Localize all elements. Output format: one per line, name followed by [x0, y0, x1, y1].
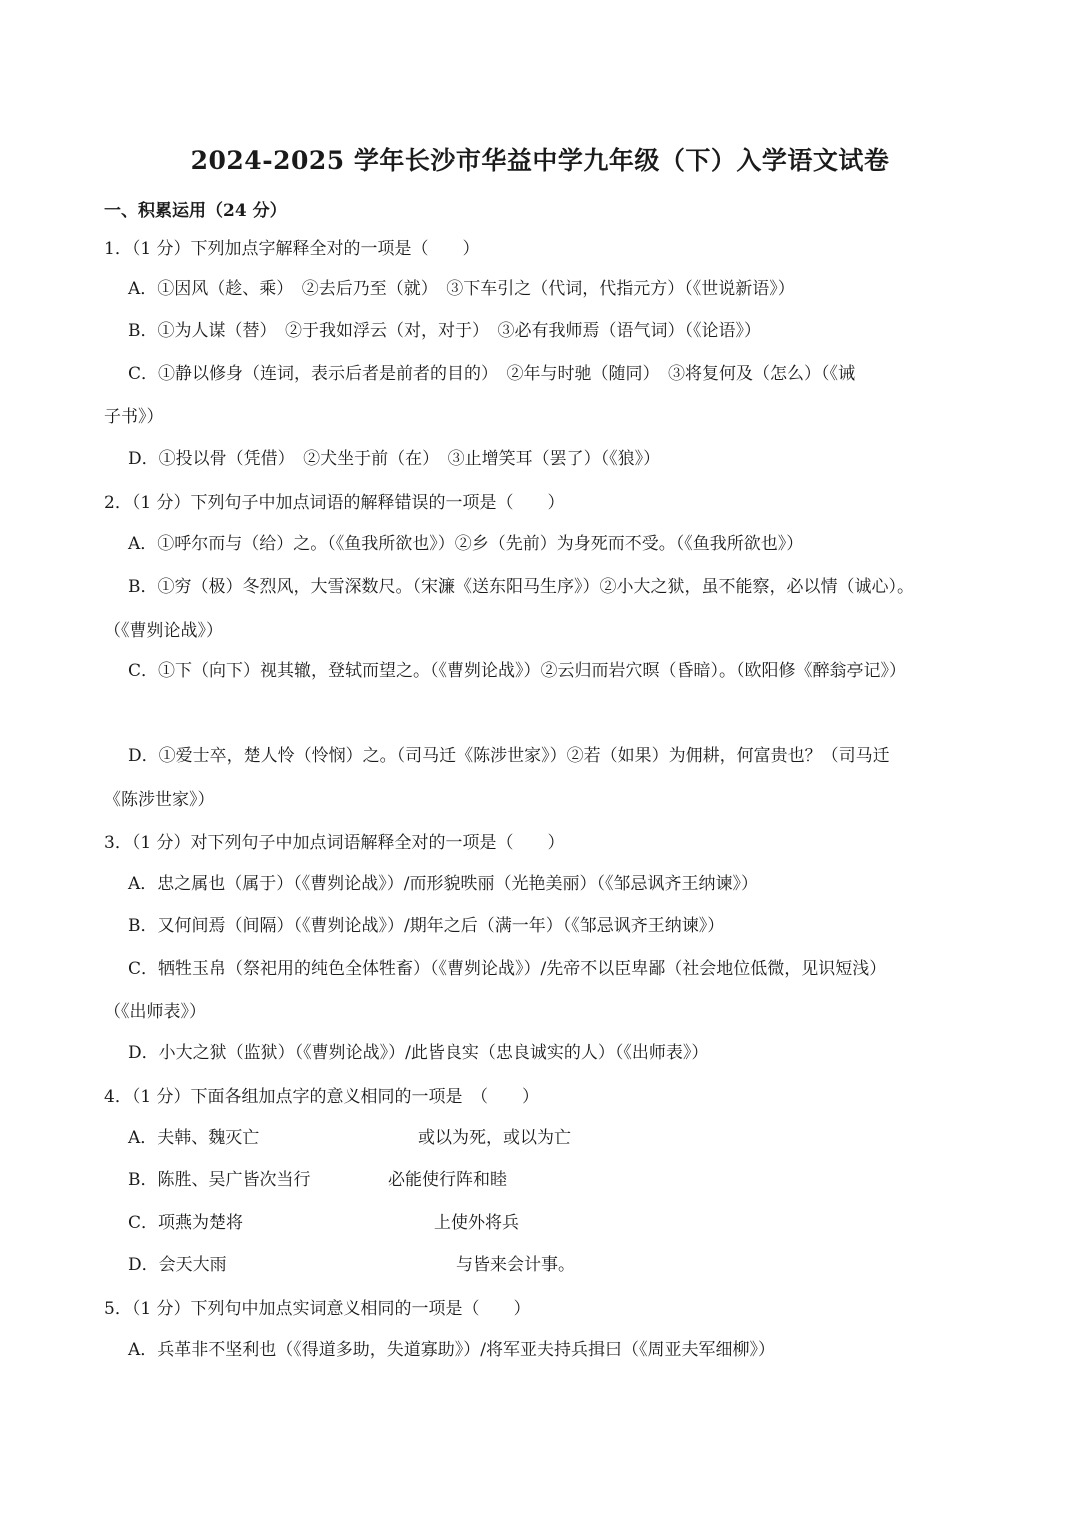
question-2-stem: 2．（1 分）下列句子中加点词语的解释错误的一项是（ ） [104, 493, 565, 513]
question-1-option-a: A．①因风（趁、乘） ②去后乃至（就） ③下车引之（代词，代指元方）（《世说新语》） [128, 279, 795, 299]
question-1-option-c: C．①静以修身（连词，表示后者是前者的目的） ②年与时驰（随同） ③将复何及（怎么）（《诫 [128, 364, 856, 384]
question-4-stem: 4．（1 分）下面各组加点字的意义相同的一项是 （ ） [104, 1087, 540, 1107]
question-2-option-d-cont: 《陈涉世家》） [104, 790, 215, 810]
question-5-option-a: A．兵革非不坚利也（《得道多助，失道寡助》）/将军亚夫持兵揖曰（《周亚夫军细柳》） [128, 1340, 776, 1360]
question-4-option-a-right: 或以为死，或以为亡 [418, 1128, 571, 1148]
question-3-option-a: A．忠之属也（属于）（《曹刿论战》）/而形貌昳丽（光艳美丽）（《邹忌讽齐王纳谏》） [128, 874, 759, 894]
exam-title: 2024-2025 学年长沙市华益中学九年级（下）入学语文试卷 [190, 146, 890, 175]
question-4-option-b-right: 必能使行阵和睦 [388, 1170, 507, 1190]
question-1-stem: 1．（1 分）下列加点字解释全对的一项是（ ） [104, 239, 480, 259]
question-3-option-b: B．又何间焉（间隔）（《曹刿论战》）/期年之后（满一年）（《邹忌讽齐王纳谏》） [128, 916, 725, 936]
question-4-option-d-left: D．会天大雨 [128, 1255, 227, 1275]
question-4-option-c-right: 上使外将兵 [434, 1213, 519, 1233]
question-4-option-a-left: A．夫韩、魏灭亡 [128, 1128, 260, 1148]
question-2-option-a: A．①呼尔而与（给）之。（《鱼我所欲也》）②乡（先前）为身死而不受。（《鱼我所欲也》） [128, 534, 804, 554]
question-2-option-b: B．①穷（极）冬烈风，大雪深数尺。（宋濂《送东阳马生序》）②小大之狱，虽不能察，必以情（诚心）。 [128, 577, 914, 597]
question-2-option-b-cont: （《曹刿论战》） [104, 621, 223, 641]
question-3-option-c-cont: （《出师表》） [104, 1002, 206, 1022]
question-4-option-c-left: C．项燕为楚将 [128, 1213, 244, 1233]
question-1-option-c-cont: 子书》） [104, 407, 164, 427]
question-5-stem: 5．（1 分）下列句中加点实词意义相同的一项是（ ） [104, 1299, 531, 1319]
question-1-option-d: D．①投以骨（凭借） ②犬坐于前（在） ③止增笑耳（罢了）（《狼》） [128, 449, 661, 469]
question-2-option-d: D．①爱士卒，楚人怜（怜悯）之。（司马迁《陈涉世家》）②若（如果）为佣耕，何富贵也？（司马迁 [128, 746, 890, 766]
question-3-option-d: D．小大之狱（监狱）（《曹刿论战》）/此皆良实（忠良诚实的人）（《出师表》） [128, 1043, 709, 1063]
question-4-option-d-right: 与皆来会计事。 [456, 1255, 575, 1275]
question-3-option-c: C．牺牲玉帛（祭祀用的纯色全体牲畜）（《曹刿论战》）/先帝不以臣卑鄙（社会地位低微，见识短浅） [128, 959, 887, 979]
question-2-option-c: C．①下（向下）视其辙，登轼而望之。（《曹刿论战》）②云归而岩穴暝（昏暗）。（欧阳修《醉翁亭记》） [128, 661, 907, 681]
question-3-stem: 3．（1 分）对下列句子中加点词语解释全对的一项是（ ） [104, 833, 565, 853]
question-1-option-b: B．①为人谋（替） ②于我如浮云（对，对于） ③必有我师焉（语气词）（《论语》） [128, 321, 761, 341]
question-4-option-b-left: B．陈胜、吴广皆次当行 [128, 1170, 311, 1190]
section-heading: 一、积累运用（24 分） [104, 201, 287, 221]
